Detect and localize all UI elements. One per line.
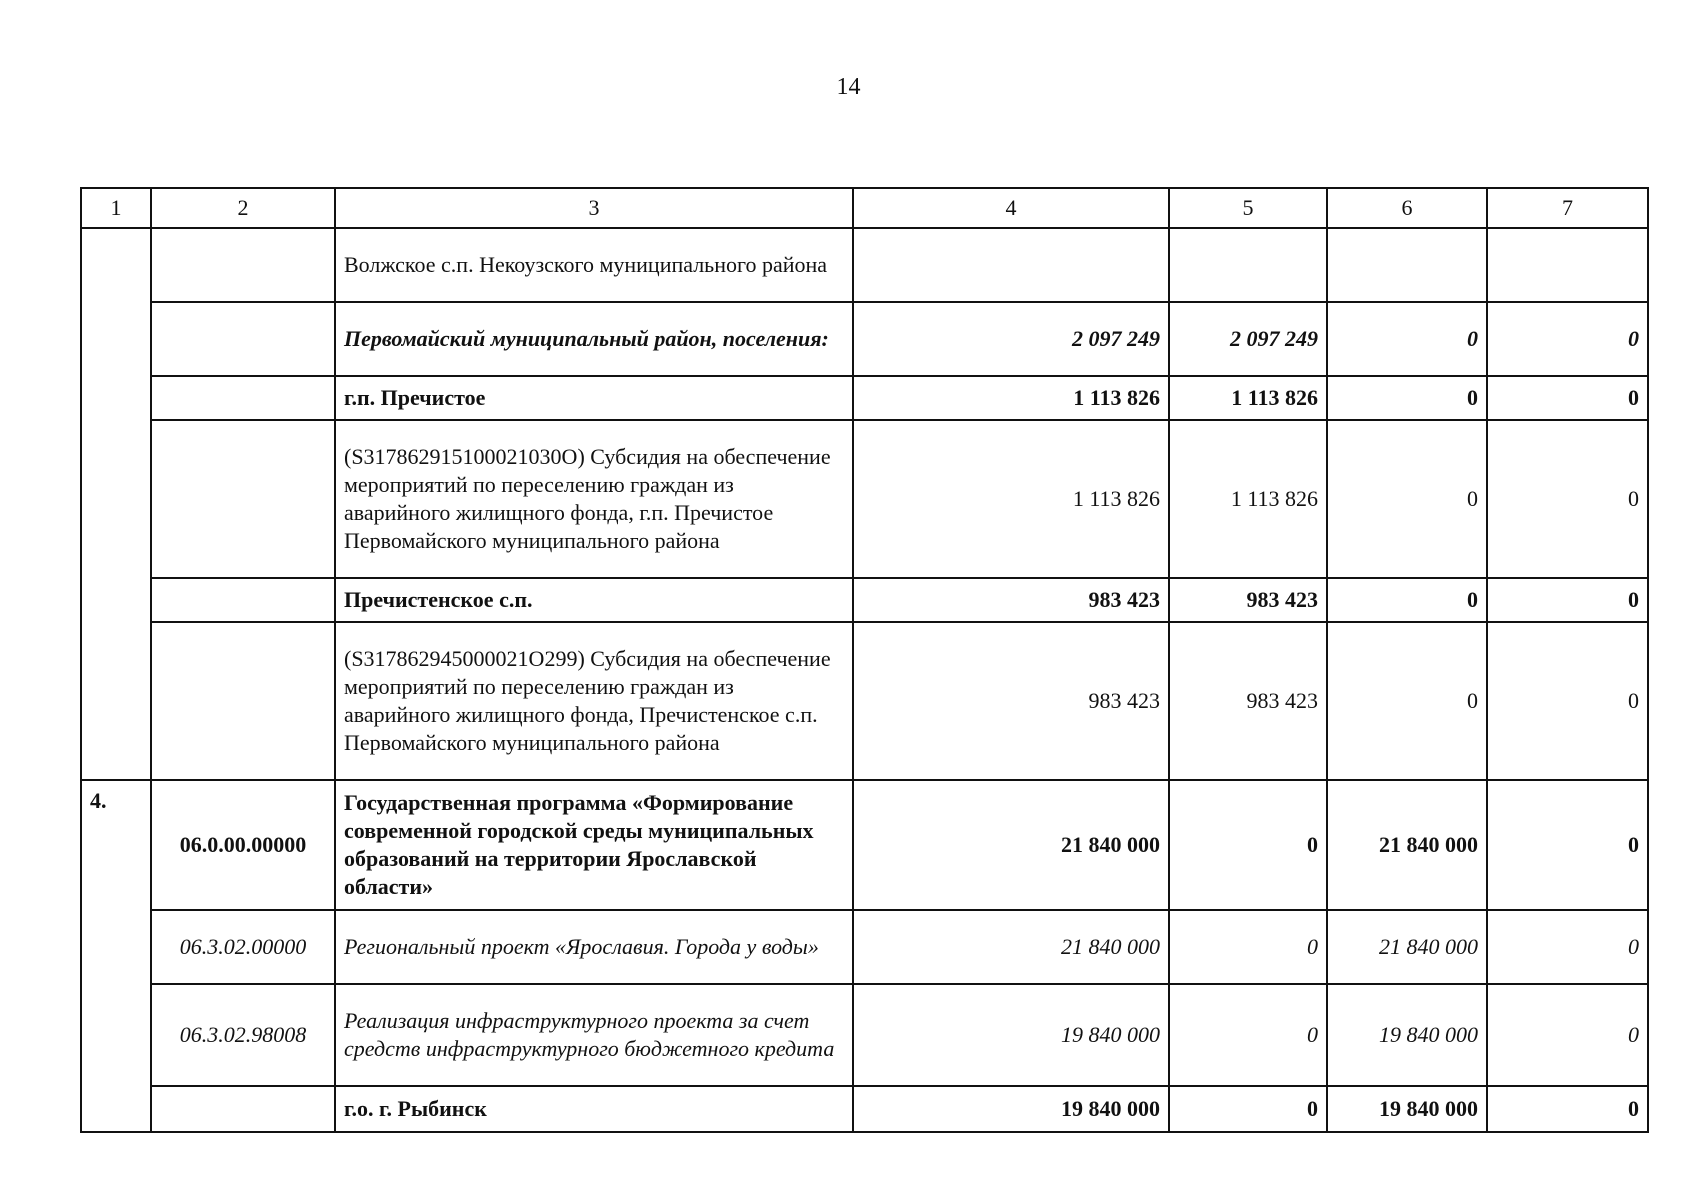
value-cell: 0	[1327, 376, 1487, 420]
name-cell: (S317862915100021030O) Субсидия на обеспечение мероприятий по переселению граждан из аварийного жилищного фонда, г.п. Пречистое Первомайского муниципального района	[335, 420, 853, 578]
code-cell	[151, 578, 335, 622]
name-cell: г.о. г. Рыбинск	[335, 1086, 853, 1132]
value-cell: 0	[1487, 420, 1648, 578]
value-cell: 0	[1169, 780, 1327, 910]
value-cell	[1487, 228, 1648, 302]
value-cell: 983 423	[853, 578, 1169, 622]
value-cell: 0	[1169, 984, 1327, 1086]
value-cell: 19 840 000	[853, 984, 1169, 1086]
table-row	[81, 578, 1648, 622]
table-row	[81, 1086, 1648, 1132]
value-cell: 0	[1487, 910, 1648, 984]
code-cell	[151, 1086, 335, 1132]
value-cell: 983 423	[1169, 622, 1327, 780]
value-cell	[1169, 228, 1327, 302]
code-cell	[151, 420, 335, 578]
value-cell: 0	[1327, 622, 1487, 780]
code-cell	[151, 376, 335, 420]
header-col-4: 4	[853, 188, 1169, 228]
value-cell: 0	[1487, 622, 1648, 780]
table-row	[81, 622, 1648, 780]
name-cell: Региональный проект «Ярославия. Города у воды»	[335, 910, 853, 984]
value-cell: 21 840 000	[853, 780, 1169, 910]
table-row	[81, 910, 1648, 984]
value-cell: 1 113 826	[1169, 376, 1327, 420]
value-cell: 0	[1169, 910, 1327, 984]
name-cell: Пречистенское с.п.	[335, 578, 853, 622]
value-cell: 21 840 000	[1327, 780, 1487, 910]
header-col-1: 1	[81, 188, 151, 228]
code-cell	[151, 228, 335, 302]
value-cell: 0	[1487, 578, 1648, 622]
table-row	[81, 228, 1648, 302]
value-cell	[1327, 228, 1487, 302]
header-col-2: 2	[151, 188, 335, 228]
value-cell: 21 840 000	[1327, 910, 1487, 984]
value-cell: 0	[1487, 1086, 1648, 1132]
table-row	[81, 376, 1648, 420]
value-cell: 2 097 249	[853, 302, 1169, 376]
value-cell: 983 423	[853, 622, 1169, 780]
value-cell: 0	[1487, 376, 1648, 420]
page-number: 14	[836, 74, 861, 100]
value-cell: 19 840 000	[853, 1086, 1169, 1132]
table-row	[81, 984, 1648, 1086]
value-cell: 0	[1169, 1086, 1327, 1132]
value-cell: 983 423	[1169, 578, 1327, 622]
header-col-3: 3	[335, 188, 853, 228]
table-row	[81, 302, 1648, 376]
budget-table	[80, 187, 1649, 1133]
code-cell: 06.0.00.00000	[151, 780, 335, 910]
code-cell	[151, 622, 335, 780]
value-cell: 1 113 826	[853, 420, 1169, 578]
name-cell: г.п. Пречистое	[335, 376, 853, 420]
value-cell	[853, 228, 1169, 302]
value-cell: 0	[1327, 420, 1487, 578]
value-cell: 0	[1487, 984, 1648, 1086]
table-row	[81, 780, 1648, 910]
value-cell: 2 097 249	[1169, 302, 1327, 376]
value-cell: 0	[1327, 302, 1487, 376]
name-cell: Первомайский муниципальный район, поселения:	[335, 302, 853, 376]
row-number-cell	[81, 228, 151, 780]
header-col-7: 7	[1487, 188, 1648, 228]
value-cell: 1 113 826	[1169, 420, 1327, 578]
value-cell: 0	[1487, 302, 1648, 376]
row-number-cell: 4.	[81, 780, 151, 1132]
table-row	[81, 420, 1648, 578]
name-cell: Государственная программа «Формирование современной городской среды муниципальных образований на территории Ярославской области»	[335, 780, 853, 910]
code-cell: 06.3.02.98008	[151, 984, 335, 1086]
value-cell: 0	[1487, 780, 1648, 910]
code-cell	[151, 302, 335, 376]
name-cell: Реализация инфраструктурного проекта за счет средств инфраструктурного бюджетного кредита	[335, 984, 853, 1086]
header-row	[81, 188, 1648, 228]
value-cell: 0	[1327, 578, 1487, 622]
value-cell: 19 840 000	[1327, 984, 1487, 1086]
name-cell: (S317862945000021O299) Субсидия на обеспечение мероприятий по переселению граждан из аварийного жилищного фонда, Пречистенское с.п. Первомайского муниципального района	[335, 622, 853, 780]
value-cell: 21 840 000	[853, 910, 1169, 984]
value-cell: 19 840 000	[1327, 1086, 1487, 1132]
value-cell: 1 113 826	[853, 376, 1169, 420]
code-cell: 06.3.02.00000	[151, 910, 335, 984]
header-col-6: 6	[1327, 188, 1487, 228]
name-cell: Волжское с.п. Некоузского муниципального района	[335, 228, 853, 302]
header-col-5: 5	[1169, 188, 1327, 228]
